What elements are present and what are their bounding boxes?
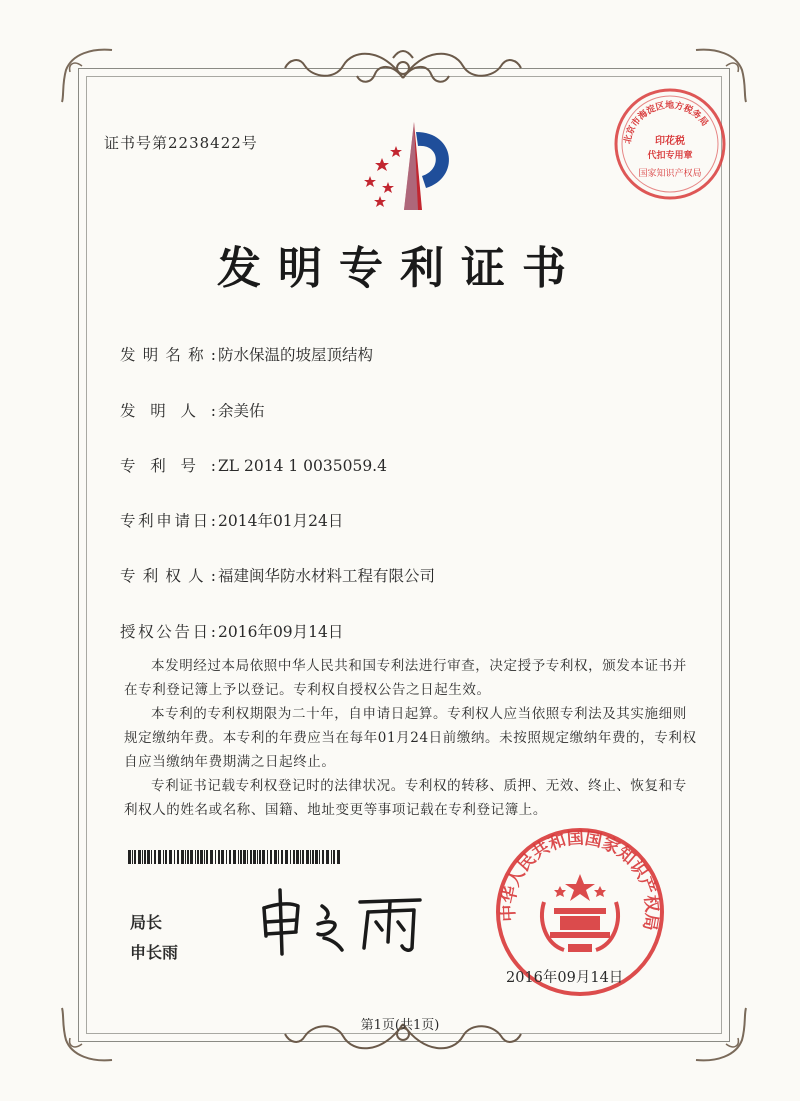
- field-application-date: [120, 509, 343, 531]
- field-value: 2016年09月14日: [218, 623, 344, 641]
- corner-ornament-bottom-left: [52, 1000, 122, 1070]
- field-label: 专利号:: [120, 457, 216, 475]
- handwritten-signature: [252, 878, 432, 956]
- field-label: 发明人:: [120, 402, 216, 420]
- field-label: 发明名称:: [120, 346, 216, 364]
- field-value: 2014年01月24日: [218, 512, 344, 530]
- field-value: ZL 2014 1 0035059.4: [218, 457, 387, 475]
- svg-text:北京市海淀区地方税务局: 北京市海淀区地方税务局: [623, 100, 710, 145]
- field-inventor: [120, 399, 265, 421]
- top-ornament: [283, 38, 523, 94]
- field-invention-name: [120, 343, 373, 365]
- field-patentee: [120, 564, 435, 586]
- field-value: 福建闽华防水材料工程有限公司: [218, 567, 436, 585]
- signatory-role: 局长: [130, 913, 163, 932]
- field-label: 授权公告日:: [120, 623, 216, 641]
- corner-ornament-top-left: [52, 40, 122, 110]
- tax-stamp-seal: [612, 86, 728, 202]
- svg-text:国家知识产权局: 国家知识产权局: [638, 169, 702, 179]
- field-label: 专利权人:: [120, 567, 216, 585]
- certificate-title: 发明专利证书: [217, 243, 583, 294]
- field-label: 专利申请日:: [120, 512, 216, 530]
- patent-office-logo-icon: [352, 118, 464, 218]
- certificate-number: 证书号第2238422号: [104, 134, 258, 152]
- barcode: [128, 850, 342, 864]
- svg-text:代扣专用章: 代扣专用章: [647, 151, 693, 161]
- field-grant-date: [120, 620, 343, 642]
- corner-ornament-bottom-right: [686, 1000, 756, 1070]
- body-paragraph-legal-status: 专利证书记载专利权登记时的法律状况。专利权的转移、质押、无效、终止、恢复和专利权人的姓名或名称、国籍、地址变更等事项记载在专利登记簿上。: [124, 778, 687, 818]
- body-paragraph-term: 本专利的专利权期限为二十年，自申请日起算。专利权人应当依照专利法及其实施细则规定缴纳年费。本专利的年费应当在每年01月24日前缴纳。未按照规定缴纳年费的，专利权自应当缴纳年费期满之日起终止。: [124, 706, 697, 770]
- body-paragraph-grant: 本发明经过本局依照中华人民共和国专利法进行审查，决定授予专利权，颁发本证书并在专利登记簿上予以登记。专利权自授权公告之日起生效。: [124, 658, 687, 698]
- seal-date: 2016年09月14日: [506, 970, 624, 986]
- field-patent-number: [120, 454, 387, 476]
- field-value: 余美佑: [218, 402, 265, 420]
- svg-text:中华人民共和国国家知识产权局: 中华人民共和国国家知识产权局: [498, 828, 662, 933]
- svg-text:印花税: 印花税: [655, 136, 685, 147]
- signatory-name: 申长雨: [130, 943, 179, 962]
- page-number: 第1页(共1页): [360, 1018, 440, 1033]
- field-value: 防水保温的坡屋顶结构: [218, 346, 374, 364]
